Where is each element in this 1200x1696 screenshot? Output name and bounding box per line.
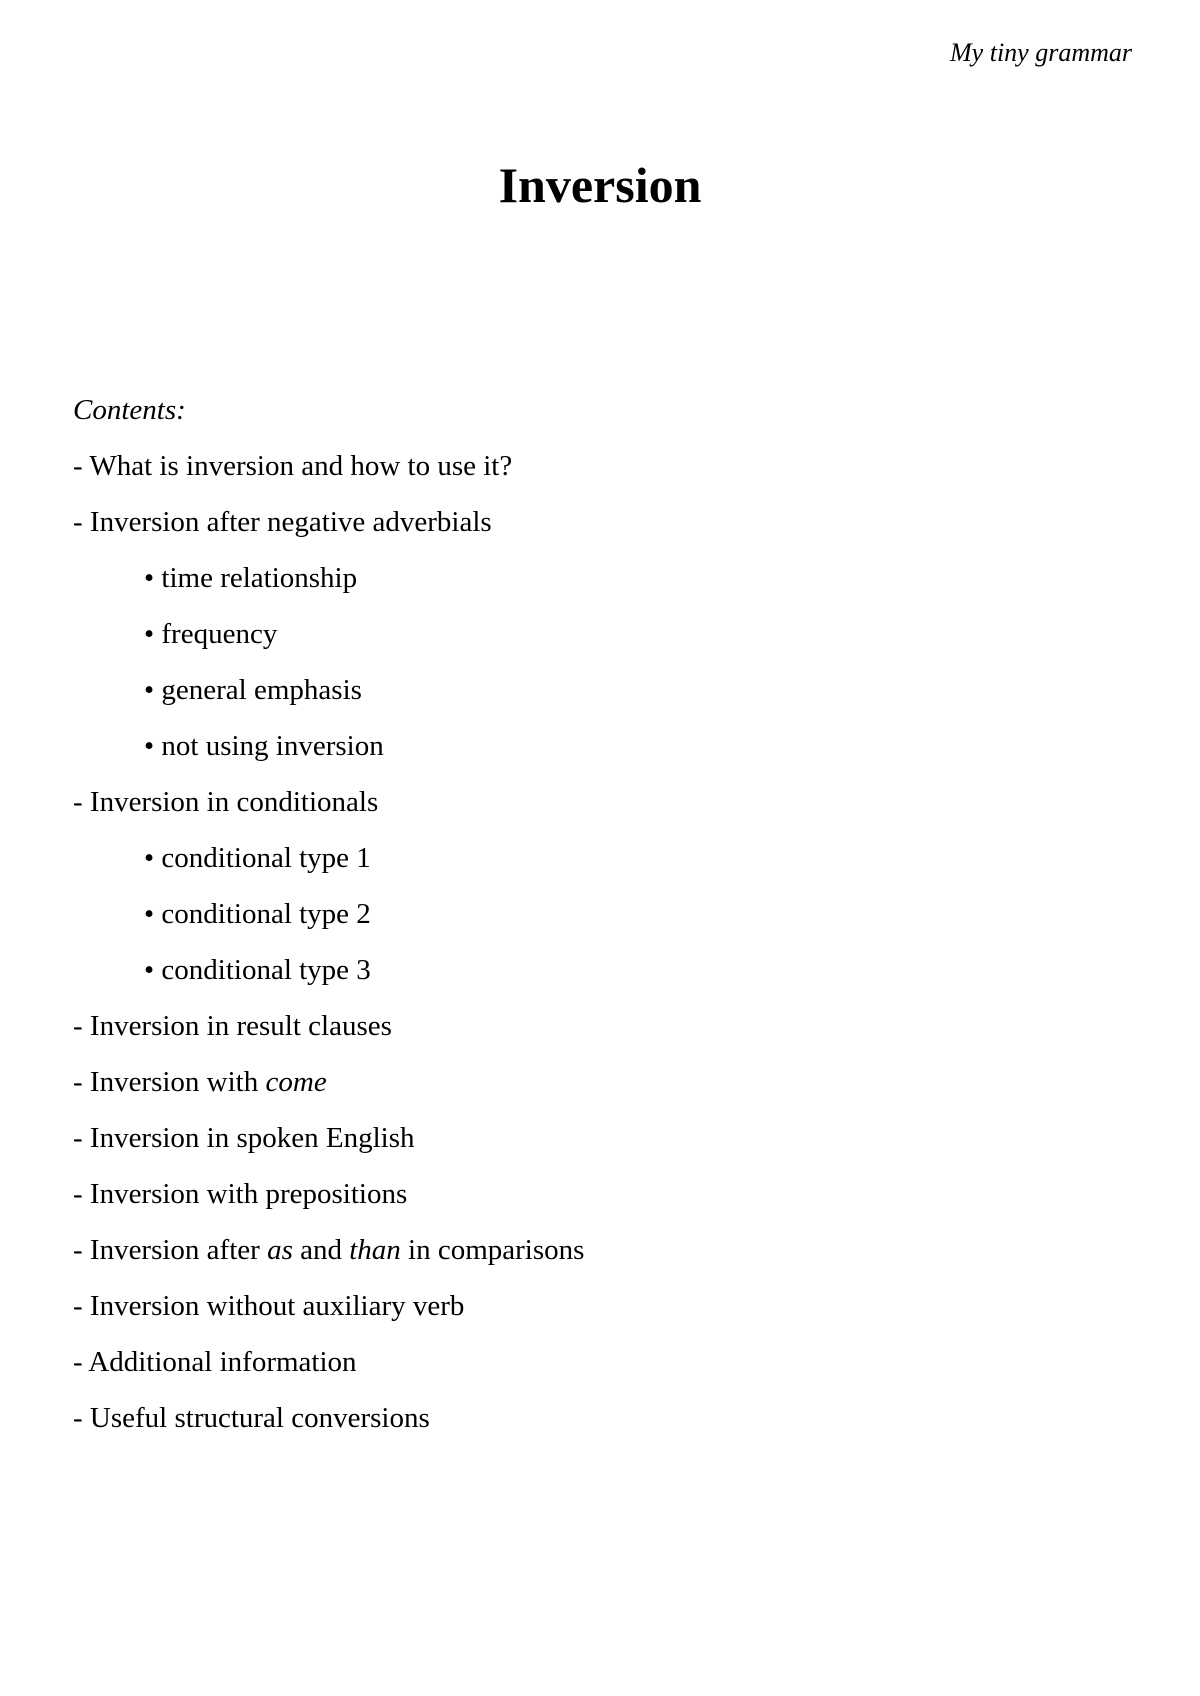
toc-item-conditionals: - Inversion in conditionals: [73, 786, 379, 818]
toc-subitem-conditional-type-1: • conditional type 1: [144, 842, 371, 874]
toc-item-comparisons: [73, 1222, 1133, 1278]
toc-subitem-conditional-type-2: • conditional type 2: [144, 898, 371, 930]
toc-item-italic-word: as: [267, 1234, 293, 1266]
toc-item-text: in comparisons: [400, 1234, 585, 1266]
toc-item-result-clauses: - Inversion in result clauses: [73, 1010, 392, 1042]
toc-item-structural-conversions: - Useful structural conversions: [73, 1402, 430, 1434]
toc-item-additional-information: - Additional information: [73, 1346, 357, 1378]
toc-subitem-frequency: • frequency: [144, 618, 278, 650]
table-of-contents: [73, 382, 1133, 1446]
toc-item-italic-word: come: [265, 1066, 327, 1098]
contents-heading: Contents:: [73, 394, 186, 426]
toc-item-what-is-inversion: - What is inversion and how to use it?: [73, 450, 513, 482]
page-title: Inversion: [498, 157, 702, 213]
toc-subitem-conditional-type-3: • conditional type 3: [144, 954, 371, 986]
running-header: My tiny grammar: [950, 38, 1132, 67]
toc-subitem-general-emphasis: • general emphasis: [144, 674, 362, 706]
toc-item-inversion-with-come: [73, 1054, 1133, 1110]
toc-item-text: - Inversion with: [73, 1066, 266, 1098]
toc-item-text: - Inversion after: [73, 1234, 268, 1266]
toc-item-without-auxiliary: - Inversion without auxiliary verb: [73, 1290, 465, 1322]
toc-subitem-not-using-inversion: • not using inversion: [144, 730, 384, 762]
toc-subitem-time-relationship: • time relationship: [144, 562, 358, 594]
toc-item-spoken-english: - Inversion in spoken English: [73, 1122, 415, 1154]
toc-item-italic-word: than: [349, 1234, 401, 1266]
toc-item-prepositions: - Inversion with prepositions: [73, 1178, 408, 1210]
toc-item-text: and: [292, 1234, 350, 1266]
toc-item-negative-adverbials: - Inversion after negative adverbials: [73, 506, 492, 538]
